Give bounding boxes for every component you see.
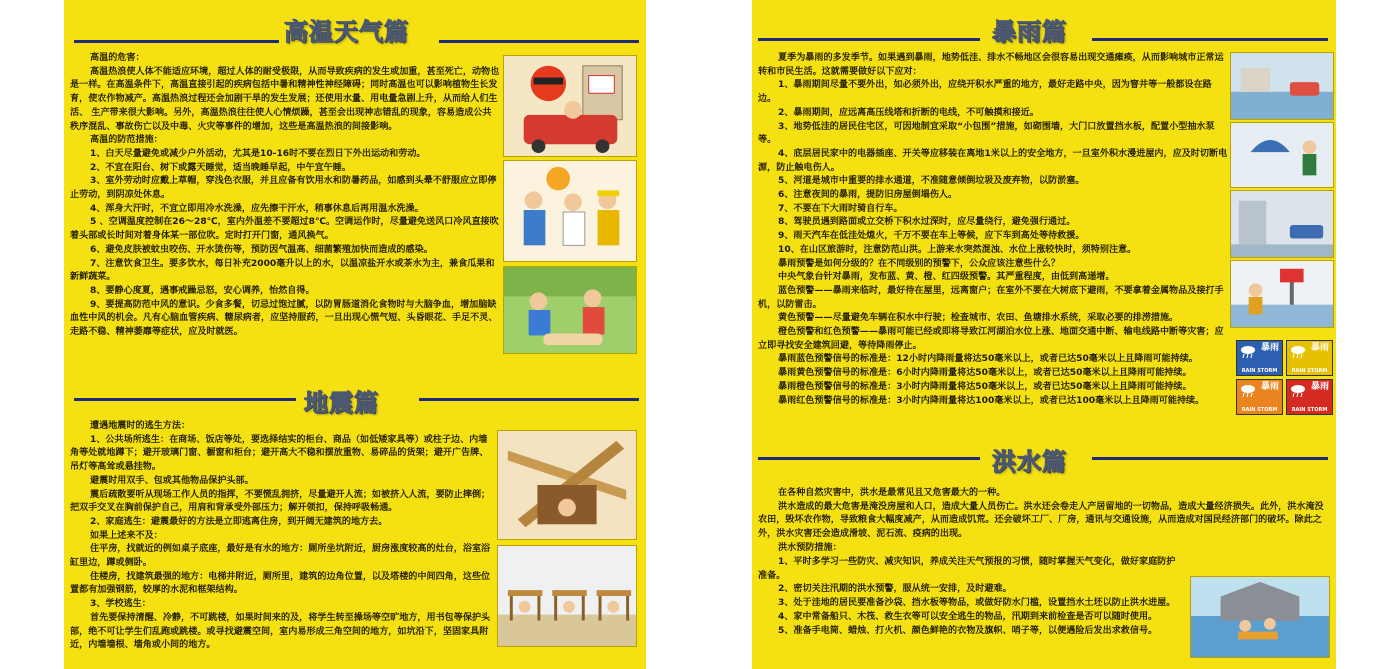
cloud-rain-icon [1290, 345, 1306, 359]
cloud-rain-icon [1240, 384, 1256, 398]
left-page [64, 0, 646, 669]
umbrella-person-illustration [1230, 122, 1334, 188]
rain-line: 橙色预警和红色预警——暴雨可能已经或即将导致江河湖泊水位上涨、地面交通中断、输电线路中断等灾害；应立即寻找安全建筑回避，等待降雨停止。 [758, 327, 1224, 351]
warning-sign-label: 暴雨 [1260, 382, 1279, 392]
road-warning-illustration [1230, 260, 1334, 328]
warning-sign-en: RAIN STORM [1291, 368, 1328, 374]
warning-sign-en: RAIN STORM [1241, 407, 1278, 413]
yellow-warning-sign [1286, 340, 1333, 376]
rain-line: 8、驾驶员遇到路面或立交桥下积水过深时，应尽量绕行，避免强行通过。 [778, 217, 1076, 228]
flood-measures-text [758, 556, 1184, 638]
quake-title-rule-right [419, 398, 639, 401]
heat-line: 6、避免皮肤被蚊虫咬伤、开水烫伤等，预防因气温高、细菌繁殖加快而造成的感染。 [90, 244, 433, 255]
heat-line: 5 、空调温度控制在26～28℃，室内外温差不要超过8℃。空调运作时，尽量避免送风口冷风直接吹着头部或长时间对着身体某一部位吹。定时打开门窗，通风换气。 [70, 217, 499, 242]
heat-line: 2、不宜在阳台、树下或露天睡觉，适当晚睡早起，中午宜午睡。 [90, 162, 351, 173]
rain-line: 暴雨黄色预警信号的标准是：6小时内降雨量将达50毫米以上，或者已达50毫米以上且降雨可能持续。 [778, 368, 1192, 379]
rain-line: 黄色预警——尽量避免车辆在积水中行驶；检查城市、农田、鱼塘排水系统，采取必要的排涝措施。 [778, 313, 1179, 324]
rain-line: 3、地势低洼的居民住宅区，可因地制宜采取“小包围”措施，如砌围墙，大门口放置挡水板，配置小型抽水泵等。 [758, 121, 1215, 146]
cloud-rain-icon [1290, 384, 1306, 398]
quake-line: 3、学校逃生： [90, 599, 151, 610]
flood-line: 2、密切关注汛期的洪水预警，服从统一安排，及时避难。 [778, 584, 1012, 595]
first-aid-illustration [503, 266, 637, 354]
blue-warning-sign [1236, 340, 1283, 376]
rain-line: 暴雨橙色预警信号的标准是：3小时内降雨量将达50毫米以上，或者已达50毫米以上且降雨可能持续。 [778, 381, 1192, 392]
collapse-shelter-illustration [497, 430, 637, 540]
rain-line: 暴雨预警是如何分级的？在不同级别的预警下，公众应该注意些什么？ [778, 258, 1060, 269]
rain-line: 9、雨天汽车在低洼处熄火，千万不要在车上等候，应下车到高处等待救援。 [778, 231, 1085, 242]
quake-line: 住楼房，找建筑最强的地方：电梯井附近，厕所里，建筑的边角位置，以及塔楼的中间四角，这些位置都有加强钢筋，较厚的水泥和框架结构。 [70, 571, 491, 596]
heat-line: 高温热浪使人体不能适应环境，超过人体的耐受极限，从而导致疾病的发生或加重，甚至死亡，动物也是一样。在高温条件下，高温直接引起的疾病包括中暑和精神性神经障碍；同时高温也可以影响植物生长发育，使农作物减产。高温热浪过程还会加剧干旱的发生发展；还使用水量、用电量急剧上升，从而给人们生活、 生产带来很大影响。另外，高温热浪往往使人心情烦躁，甚至会出现神志错乱的现象，容易造成公共秩序混乱、事故伤亡以及中毒、火灾等事件的增加，这些是高温热浪的间接影响。 [70, 66, 500, 132]
outdoor-workers-illustration [503, 160, 637, 262]
warning-sign-label: 暴雨 [1310, 382, 1329, 392]
quake-title-rule-left [74, 398, 296, 401]
quake-line: 1、公共场所逃生：在商场、饭店等处，要选择结实的柜台、商品（如低矮家具等）或柱子边、内墙角等处就地蹲下；避开玻璃门窗、橱窗和柜台；避开高大不稳和摆放重物、易碎品的货架；避开广告牌、吊灯等高耸或悬挂物。 [70, 434, 489, 473]
heat-line: 7、注意饮食卫生。要多饮水，每日补充2000毫升以上的水，以温凉盐开水或茶水为主，兼食瓜果和新鲜蔬菜。 [70, 258, 495, 283]
cloud-rain-icon [1240, 345, 1256, 359]
rain-line: 6、注意夜间的暴雨，提防旧房屋倒塌伤人。 [778, 190, 958, 201]
rain-line: 7、不要在下大雨时骑自行车。 [778, 203, 903, 214]
rain-title-rule-right [1092, 38, 1328, 41]
rainstorm-warning-signs [1236, 340, 1334, 416]
flood-title-rule-right [1092, 457, 1328, 460]
storm-street-illustration [1230, 190, 1334, 258]
heat-line: 3、室外劳动时应戴上草帽，穿浅色衣服，并且应备有饮用水和防暑药品，如感到头晕不舒服应立即停止劳动，到阴凉处休息。 [70, 176, 497, 201]
warning-sign-label: 暴雨 [1260, 343, 1279, 353]
heat-text [70, 52, 500, 340]
warning-sign-label: 暴雨 [1310, 343, 1329, 353]
heat-line: 4、浑身大汗时，不宜立即用冷水洗澡，应先擦干汗水，稍事休息后再用温水洗澡。 [90, 203, 424, 214]
flood-line: 4、家中常备船只、木筏、救生衣等可以安全逃生的物品，汛期到来前检查是否可以随时使用。 [778, 611, 1158, 622]
quake-section-title: 地震篇 [304, 389, 379, 417]
orange-warning-sign [1236, 379, 1283, 415]
rain-text [758, 52, 1228, 408]
rain-title-rule-left [758, 38, 980, 41]
rain-line: 1、暴雨期间尽量不要外出，如必须外出，应绕开积水严重的地方，最好走路中央，因为窨井等一般都设在路边。 [758, 80, 1212, 105]
flood-line: 在各种自然灾害中，洪水是最常见且又危害最大的一种。 [778, 488, 1006, 498]
quake-line: 住平房，找就近的例如桌子底座，最好是有水的地方：厕所坐坑附近，厨房涨度较高的灶台，浴室浴缸里边，蹲或侧卧。 [70, 544, 491, 569]
rain-line: 蓝色预警——暴雨来临时，最好待在屋里，远离窗户；在室外不要在大树底下避雨，不要拿着金属物品及接打手机，以防雷击。 [758, 285, 1224, 310]
rain-line: 4、底层居民家中的电器插座、开关等应移装在离地1米以上的安全地方，一旦室外积水漫进屋内，应及时切断电源，防止触电伤人。 [758, 148, 1228, 173]
quake-text [70, 420, 494, 653]
rain-line: 夏季为暴雨的多发季节。如果遇到暴雨，地势低洼、排水不畅地区会很容易出现交通瘫痪，从而影响城市正常运转和市民生活。这就需要做好以下应对： [758, 53, 1224, 77]
rain-line: 10、在山区旅游时，注意防范山洪。上游来水突然混浊、水位上涨较快时，须特别注意。 [778, 244, 1137, 255]
classroom-desk-illustration [497, 545, 637, 647]
quake-line: 遭遇地震时的逃生方法： [90, 421, 191, 431]
flood-line: 洪水预防措施： [778, 542, 842, 553]
flood-line: 1、平时多学习一些防灾、减灾知识，养成关注天气预报的习惯，随时掌握天气变化，做好家庭防护准备。 [758, 557, 1176, 581]
heat-line: 1、白天尽量避免或减少户外活动，尤其是10-16时不要在烈日下外出运动和劳动。 [90, 148, 426, 159]
rain-line: 中央气象台针对暴雨，发布蓝、黄、橙、红四级预警。其严重程度，由低到高递增。 [778, 272, 1115, 283]
heat-title-rule-left [74, 40, 279, 43]
flood-title-rule-left [758, 457, 980, 460]
rain-section-title: 暴雨篇 [992, 18, 1067, 46]
warning-sign-en: RAIN STORM [1241, 368, 1278, 374]
rain-line: 5、河道是城市中重要的排水通道，不准随意倾倒垃圾及废弃物，以防淤塞。 [778, 176, 1085, 187]
quake-line: 首先要保持清醒、冷静，不可跳楼，如果时间来的及，将学生转至操场等空旷地方，用书包等保护头部，绝不可让学生们乱跑或跳楼。或寻找避震空间，室内易形成三角空间的地方，如坑沿下，坚固家具附近，内墙墙根、墙角或小间的地方。 [70, 612, 491, 651]
heat-line: 高温的危害： [90, 53, 145, 63]
heat-title-rule-right [439, 40, 639, 43]
flood-rescue-illustration [1190, 576, 1330, 658]
quake-line: 避震时用双手、包或其他物品保护头部。 [90, 475, 254, 486]
rain-line: 暴雨蓝色预警信号的标准是：12小时内降雨量将达50毫米以上，或者已达50毫米以上且降雨可能持续。 [778, 354, 1198, 365]
heat-line: 高温的防范措施： [90, 135, 163, 146]
red-warning-sign [1286, 379, 1333, 415]
quake-line: 如果上述来不及： [90, 530, 163, 541]
rain-line: 2、暴雨期间，应远离高压线塔和折断的电线，不可触摸和接近。 [778, 107, 1039, 118]
sun-heat-illustration [503, 55, 637, 157]
heat-line: 9、要提高防范中风的意识。少食多餐，切忌过饱过腻，以防胃肠道消化食物时与大脑争血，增加脑缺血性中风的机会。凡有心脑血管疾病、糖尿病者，应坚持服药，一旦出现心慌气短、头昏眼花、手足不灵、走路不稳、精神萎靡等症状，应及时就医。 [70, 299, 498, 338]
flood-line: 洪水造成的最大危害是淹没房屋和人口，造成大量人员伤亡。洪水还会卷走人产居留地的一切物品，造成大量经济损失。此外，洪水淹没农田，毁坏农作物，导致粮食大幅度减产，从而造成饥荒。还会破坏工厂、厂房，通讯与交通设施，从而造成对国民经济部门的破坏。除此之外，洪水灾害还会造成滑坡、泥石流、疫病的出现。 [758, 501, 1324, 540]
flooded-road-illustration [1230, 52, 1334, 120]
quake-line: 震后疏散要听从现场工作人员的指挥，不要慌乱拥挤，尽量避开人流；如被挤入人流，要防止摔倒；把双手交叉在胸前保护自己，用肩和背承受外部压力；解开领扣，保持呼吸畅通。 [70, 489, 491, 514]
heat-section-title: 高温天气篇 [284, 18, 409, 46]
right-page [752, 0, 1336, 669]
rain-line: 暴雨红色预警信号的标准是：3小时内降雨量将达100毫米以上，或者已达100毫米以上且降雨可能持续。 [778, 395, 1205, 406]
flood-line: 5、准备手电筒、蜡烛、打火机、颜色鲜艳的衣物及旗帜、哨子等，以便遇险后发出求救信号。 [778, 625, 1158, 636]
heat-line: 8、要静心度夏，遇事戒躁忌怒，安心调养，怡然自得。 [90, 285, 315, 296]
flood-section-title: 洪水篇 [992, 448, 1067, 476]
flood-text [758, 487, 1330, 556]
flood-line: 3、处于洼地的居民要准备沙袋、挡水板等物品，或做好防水门槛，设置挡水土坯以防止洪水进屋。 [778, 598, 1176, 609]
warning-sign-en: RAIN STORM [1291, 407, 1328, 413]
quake-line: 2、家庭逃生：避震最好的方法是立即逃离住房，到开阔无建筑的地方去。 [90, 516, 388, 527]
